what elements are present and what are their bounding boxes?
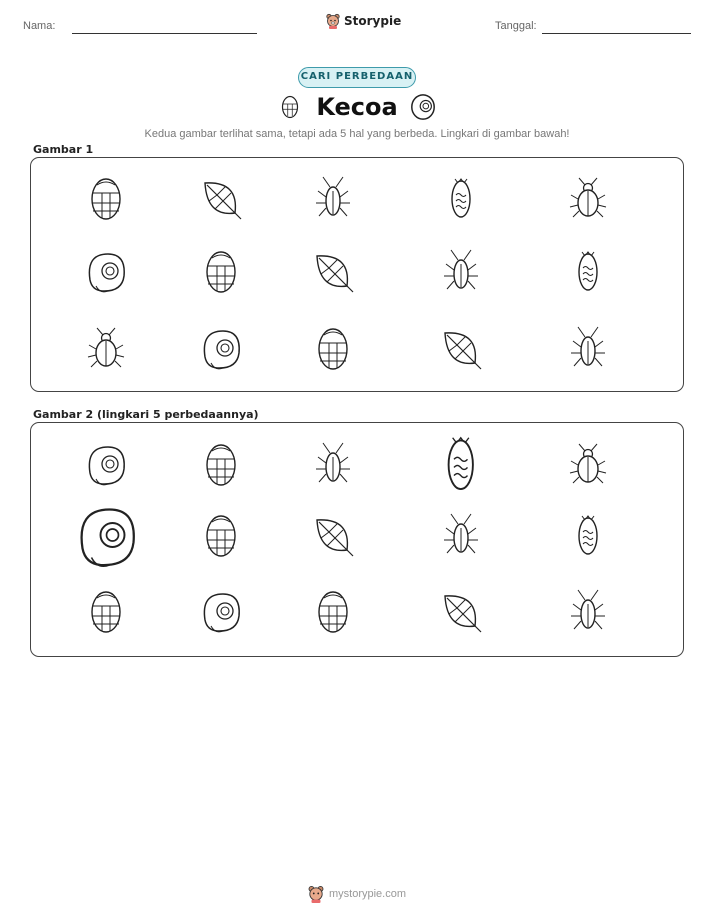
leaf-icon[interactable] bbox=[436, 324, 486, 374]
bear-icon bbox=[308, 885, 324, 903]
larva-icon[interactable] bbox=[427, 431, 495, 499]
beetle-icon[interactable] bbox=[563, 174, 613, 224]
egg-case-icon[interactable] bbox=[308, 324, 358, 374]
egg-case-icon[interactable] bbox=[196, 440, 246, 490]
cockroach-icon[interactable] bbox=[563, 324, 613, 374]
larva-icon[interactable] bbox=[563, 511, 613, 561]
leaf-icon[interactable] bbox=[196, 174, 246, 224]
leaf-icon[interactable] bbox=[308, 511, 358, 561]
snail-shell-icon[interactable] bbox=[81, 247, 131, 297]
bear-icon bbox=[326, 13, 340, 29]
egg-case-icon[interactable] bbox=[81, 587, 131, 637]
beetle-icon[interactable] bbox=[563, 440, 613, 490]
panel-1-label: Gambar 1 bbox=[33, 143, 94, 156]
snail-shell-icon[interactable] bbox=[81, 440, 131, 490]
egg-case-icon[interactable] bbox=[81, 174, 131, 224]
leaf-icon[interactable] bbox=[308, 247, 358, 297]
egg-case-icon[interactable] bbox=[196, 511, 246, 561]
leaf-icon[interactable] bbox=[436, 587, 486, 637]
footer bbox=[0, 885, 714, 903]
larva-icon[interactable] bbox=[563, 247, 613, 297]
name-line[interactable] bbox=[72, 33, 257, 34]
cockroach-icon[interactable] bbox=[563, 587, 613, 637]
brand-name: Storypie bbox=[344, 14, 402, 28]
cockroach-icon[interactable] bbox=[308, 440, 358, 490]
panel-2-label: Gambar 2 (lingkari 5 perbedaannya) bbox=[33, 408, 259, 421]
footer-url[interactable]: mystorypie.com bbox=[328, 888, 407, 900]
activity-badge: CARI PERBEDAAN bbox=[298, 67, 416, 88]
panel-1[interactable] bbox=[30, 157, 684, 392]
snail-shell-icon[interactable] bbox=[69, 499, 144, 574]
beetle-icon[interactable] bbox=[81, 324, 131, 374]
snail-shell-icon[interactable] bbox=[196, 324, 246, 374]
snail-shell-icon[interactable] bbox=[196, 587, 246, 637]
brand-logo bbox=[326, 13, 401, 29]
snail-shell-icon bbox=[409, 92, 437, 122]
egg-case-icon[interactable] bbox=[308, 587, 358, 637]
page-title: Kecoa bbox=[316, 93, 398, 121]
egg-case-icon[interactable] bbox=[196, 247, 246, 297]
larva-icon[interactable] bbox=[436, 174, 486, 224]
date-line[interactable] bbox=[542, 33, 691, 34]
cockroach-icon[interactable] bbox=[436, 247, 486, 297]
name-label: Nama: bbox=[23, 20, 56, 32]
cockroach-icon[interactable] bbox=[308, 174, 358, 224]
instructions: Kedua gambar terlihat sama, tetapi ada 5 hal yang berbeda. Lingkari di gambar bawah! bbox=[144, 128, 570, 140]
cockroach-icon[interactable] bbox=[436, 511, 486, 561]
date-label: Tanggal: bbox=[495, 20, 537, 32]
panel-2[interactable] bbox=[30, 422, 684, 657]
